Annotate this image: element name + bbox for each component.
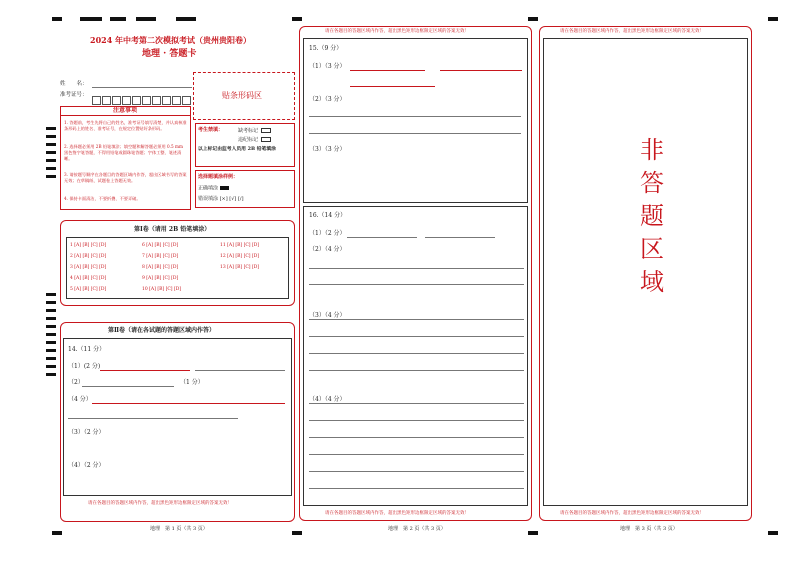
page-footer: 地理 第 1 页（共 3 页） (150, 526, 208, 532)
answer-line[interactable] (309, 488, 524, 489)
side-mark (46, 309, 56, 312)
absent-label: 缺考标记 (238, 128, 271, 134)
side-mark (46, 159, 56, 162)
choice-item[interactable]: 10 [A] [B] [C] [D] (142, 287, 182, 292)
non-answer-char: 非 (640, 136, 664, 164)
barcode-label: 贴条形码区 (222, 91, 262, 100)
ticket-label: 准考证号： (60, 92, 88, 98)
side-mark (46, 135, 56, 138)
fill-example-title: 选择题填涂样例： (198, 174, 239, 180)
choice-item[interactable]: 13 [A] [B] [C] [D] (220, 265, 260, 270)
q15-3-label: （3）（3 分） (309, 146, 346, 153)
q14-2-score: （1 分） (180, 379, 204, 386)
name-field[interactable] (92, 87, 192, 88)
answer-line[interactable] (309, 471, 524, 472)
side-mark (46, 301, 56, 304)
name-label: 姓 名： (60, 81, 88, 87)
page-subtitle: 地理 · 答题卡 (142, 49, 197, 59)
timing-mark (136, 17, 156, 21)
timing-mark (176, 17, 196, 21)
choice-item[interactable]: 7 [A] [B] [C] [D] (142, 254, 179, 259)
side-mark (46, 317, 56, 320)
warning-text: 请在各题目的答题区域内作答，超出黑色矩形边框限定区域的答案无效！ (560, 511, 704, 516)
section1-title: 第Ⅰ卷（请用 2B 铅笔填涂） (134, 226, 211, 233)
warning-text: 请在各题目的答题区域内作答，超出黑色矩形边框限定区域的答案无效！ (560, 29, 704, 34)
q14-4-label: （3）（2 分） (68, 429, 105, 436)
answer-line[interactable] (309, 284, 524, 285)
q14-label: 14.（11 分） (68, 346, 106, 353)
notice-title: 注意事项 (113, 107, 138, 114)
choice-item[interactable]: 11 [A] [B] [C] [D] (220, 243, 260, 248)
notice-item: 3. 请按题号顺序在各题目的答题区域内作答，超出区域书写的答案无效；在草稿纸、试题卷上答题无效。 (64, 172, 187, 184)
answer-line[interactable] (309, 319, 524, 320)
q16-1-label: （1）（2 分） (309, 230, 346, 237)
choice-item[interactable]: 1 [A] [B] [C] [D] (70, 243, 107, 248)
q16-4-label: （4）（4 分） (309, 396, 346, 403)
side-mark (46, 293, 56, 296)
violation-label: 违纪标记 (238, 137, 271, 143)
answer-line[interactable] (440, 70, 522, 71)
answer-line[interactable] (309, 268, 524, 269)
timing-mark (80, 17, 102, 21)
choice-item[interactable]: 3 [A] [B] [C] [D] (70, 265, 107, 270)
notice-item: 2. 选择题必须用 2B 铅笔填涂；填空题和解答题必须用 0.5 mm 黑色签字笔答题，不得用铅笔或圆珠笔答题；字体工整、笔迹清晰。 (64, 144, 183, 162)
q14-5-label: （4）（2 分） (68, 462, 105, 469)
timing-mark (292, 531, 302, 535)
timing-mark (292, 17, 302, 21)
prohibit-label: 考生禁填： (198, 127, 224, 133)
side-mark (46, 373, 56, 376)
side-mark (46, 341, 56, 344)
wrong-fill: 错误填涂 [×] [√] [/] (198, 196, 244, 202)
answer-line[interactable] (82, 386, 174, 387)
answer-line[interactable] (92, 403, 285, 404)
q15-label: 15.（9 分） (309, 45, 343, 52)
q16-label: 16.（14 分） (309, 212, 347, 219)
timing-mark (768, 17, 778, 21)
side-mark (46, 365, 56, 368)
warning-text: 请在各题目的答题区域内作答，超出黑色矩形边框限定区域的答案无效！ (325, 29, 469, 34)
non-answer-char: 域 (640, 268, 664, 296)
q16-3-label: （3）（4 分） (309, 312, 346, 319)
q15-1-label: （1）（3 分） (309, 63, 346, 70)
notice-item: 1. 答题前，考生先将自己的姓名，准考证号填写清楚，并认真核准条形码上的姓名、准考证号，在规定位置贴好条形码。 (64, 120, 187, 132)
q14-2-label: （2） (68, 379, 84, 386)
choice-item[interactable]: 6 [A] [B] [C] [D] (142, 243, 179, 248)
answer-line[interactable] (350, 70, 425, 71)
choice-item[interactable]: 12 [A] [B] [C] [D] (220, 254, 260, 259)
candidate-note: 以上标记由监考人员用 2B 铅笔填涂 (198, 146, 276, 152)
section2-title: 第Ⅱ卷（请在各试题的答题区域内作答） (108, 327, 216, 334)
non-answer-char: 区 (640, 235, 664, 263)
q14-3-label: （4 分） (68, 396, 92, 403)
page-footer: 地理 第 3 页（共 3 页） (620, 526, 678, 532)
choice-item[interactable]: 8 [A] [B] [C] [D] (142, 265, 179, 270)
answer-line[interactable] (350, 86, 435, 87)
page-footer: 地理 第 2 页（共 3 页） (388, 526, 446, 532)
answer-line[interactable] (309, 336, 524, 337)
side-mark (46, 175, 56, 178)
non-answer-char: 题 (640, 202, 664, 230)
page-title: 2024 年中考第二次模拟考试（贵州贵阳卷） (90, 35, 252, 45)
answer-line[interactable] (68, 418, 238, 419)
timing-mark (528, 531, 538, 535)
warning-text: 请在各题目的答题区域内作答，超出黑色矩形边框限定区域的答案无效！ (88, 501, 232, 506)
timing-mark (52, 531, 62, 535)
side-mark (46, 325, 56, 328)
timing-mark (768, 531, 778, 535)
non-answer-char: 答 (640, 169, 664, 197)
answer-line[interactable] (347, 237, 417, 238)
side-mark (46, 127, 56, 130)
choice-item[interactable]: 5 [A] [B] [C] [D] (70, 287, 107, 292)
answer-line[interactable] (309, 420, 524, 421)
answer-line[interactable] (309, 437, 524, 438)
answer-line[interactable] (195, 370, 285, 371)
correct-fill: 正确填涂 (198, 186, 229, 192)
answer-line[interactable] (309, 370, 524, 371)
notice-item: 4. 保持卡面清洁，不要折叠、不要弄破。 (64, 196, 141, 201)
timing-mark (52, 17, 62, 21)
answer-line[interactable] (100, 370, 190, 371)
side-mark (46, 151, 56, 154)
choice-item[interactable]: 2 [A] [B] [C] [D] (70, 254, 107, 259)
side-mark (46, 349, 56, 352)
side-mark (46, 143, 56, 146)
timing-mark (528, 17, 538, 21)
q15-2-label: （2）（3 分） (309, 96, 346, 103)
answer-line[interactable] (309, 353, 524, 354)
side-mark (46, 333, 56, 336)
q14-answer-area (63, 338, 292, 496)
answer-line[interactable] (309, 454, 524, 455)
timing-mark (110, 17, 126, 21)
answer-line[interactable] (309, 403, 524, 404)
answer-line[interactable] (425, 237, 495, 238)
answer-line[interactable] (309, 116, 521, 117)
side-mark (46, 167, 56, 170)
choice-item[interactable]: 9 [A] [B] [C] [D] (142, 276, 179, 281)
q16-2-label: （2）（4 分） (309, 246, 346, 253)
answer-line[interactable] (309, 133, 521, 134)
q14-1-label: （1）(2 分) (68, 363, 101, 370)
warning-text: 请在各题目的答题区域内作答，超出黑色矩形边框限定区域的答案无效！ (325, 511, 469, 516)
choice-item[interactable]: 4 [A] [B] [C] [D] (70, 276, 107, 281)
side-mark (46, 357, 56, 360)
